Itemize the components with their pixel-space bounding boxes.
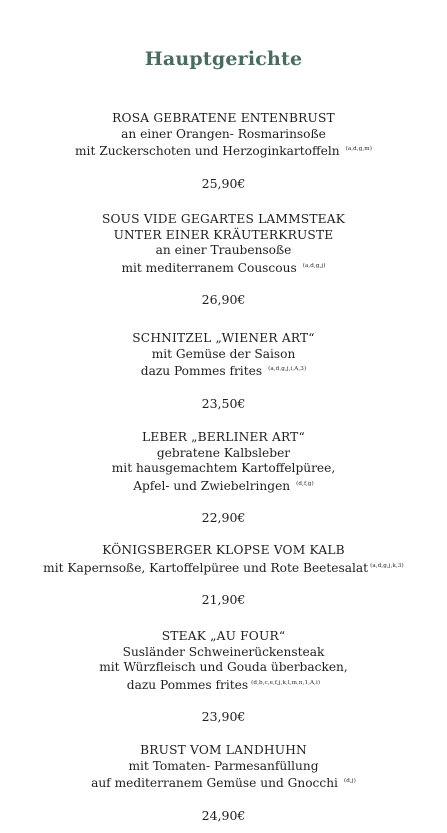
dish-description: an einer Traubensoße	[155, 243, 292, 257]
dish-name: BRUST VOM LANDHUHN	[140, 743, 307, 757]
dish-description: mit mediterranem Couscous $^{(a,d,g,j)}$	[121, 260, 326, 275]
dish-leber	[0, 430, 447, 526]
dish-price: 23,50€	[201, 395, 246, 411]
allergen-codes: (a,d,g,m)	[345, 146, 372, 152]
dish-description: dazu Pommes frites $^{(a,d,g,j,i,A,3)}$	[140, 364, 307, 378]
dish-name: STEAK „AU FOUR“	[161, 629, 286, 643]
dish-description: mit Würzfleisch und Gouda überbacken,	[99, 660, 348, 674]
allergen-codes: (d,f,g)	[296, 480, 314, 487]
dish-description: Susländer Schweinerückensteak	[122, 644, 325, 659]
dish-description: mit Kapernsoße, Kartoffelpüree und Rote Beetesalat $^{(a,d,g,j,k,3)}$	[43, 560, 404, 575]
allergen-codes: (a,d,g,j,k,3)	[370, 562, 404, 569]
dish-name: LEBER „BERLINER ART“	[142, 430, 305, 444]
dish-name: SCHNITZEL „WIENER ART“	[132, 331, 315, 345]
dish-name: KÖNIGSBERGER KLOPSE VOM KALB	[102, 543, 345, 557]
dish-klopse	[0, 543, 447, 608]
dish-description: auf mediterranem Gemüse und Gnocchi $^{(d,j)}$	[91, 776, 356, 790]
dish-description: mit Gemüse der Saison	[151, 346, 296, 361]
dish-name: ROSA GEBRATENE ENTENBRUST	[112, 111, 335, 125]
allergen-codes: (a,d,g,j)	[302, 262, 326, 269]
dish-schnitzel	[0, 331, 447, 412]
dish-description: Apfel- und Zwiebelringen $^{(d,f,g)}$	[133, 478, 314, 493]
dish-landhuhn	[0, 743, 447, 824]
dish-price: 22,90€	[201, 510, 246, 525]
dish-price: 23,90€	[201, 709, 246, 724]
dish-steak-au-four	[0, 629, 447, 725]
dish-name: UNTER EINER KRÄUTERKRUSTE	[113, 227, 334, 242]
dish-name: SOUS VIDE GEGARTES LAMMSTEAK	[101, 212, 346, 226]
allergen-codes: (d,j)	[343, 778, 356, 784]
dish-entenbrust	[0, 111, 447, 192]
dish-price: 21,90€	[201, 592, 246, 607]
dish-description: dazu Pommes frites $^{(d,b,c,e,f,j,k,l,m,n,1,A,i)}$	[126, 677, 321, 692]
section-title: Hauptgerichte	[144, 48, 303, 70]
dish-description: mit hausgemachtem Kartoffelpüree,	[111, 461, 336, 475]
dish-description: mit Tomaten- Parmesanfüllung	[128, 758, 319, 773]
dish-description: mit Zuckerschoten und Herzoginkartoffeln $^{(a,d,g,m)}$	[75, 144, 372, 158]
dish-price: 24,90€	[201, 807, 246, 823]
dish-description: gebratene Kalbsleber	[156, 445, 291, 460]
dish-price: 25,90€	[201, 175, 246, 191]
allergen-codes: (a,d,g,j,i,A,3)	[268, 366, 307, 372]
allergen-codes: (d,b,c,e,f,j,k,l,m,n,1,A,i)	[251, 679, 321, 686]
dish-price: 26,90€	[201, 292, 246, 307]
dish-lammsteak	[0, 212, 447, 308]
dish-description: an einer Orangen- Rosmarinsoße	[121, 126, 326, 141]
